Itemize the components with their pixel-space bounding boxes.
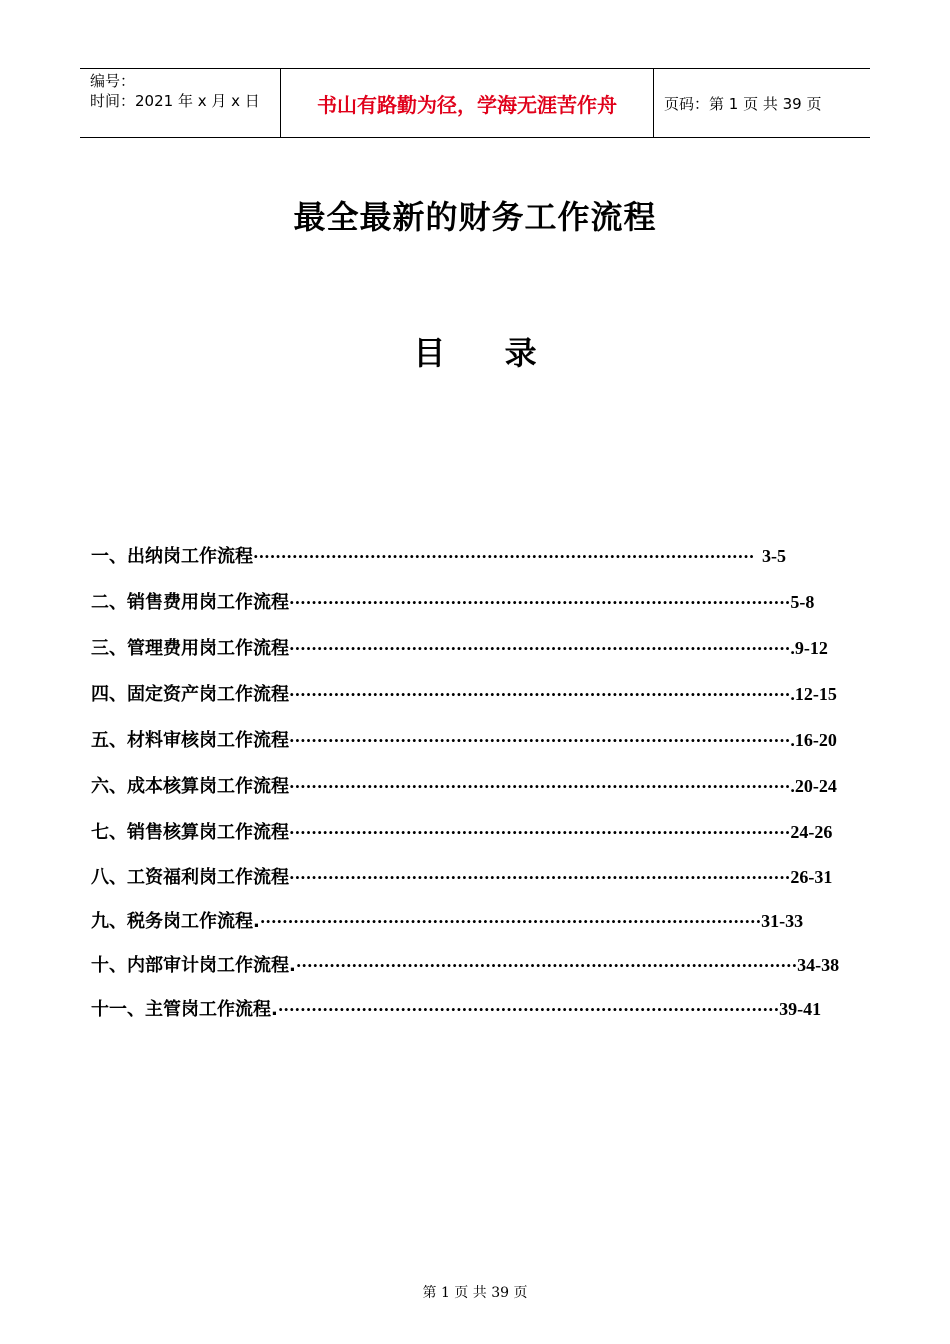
toc-leader-dots: ·························································································· xyxy=(289,731,791,750)
toc-item[interactable] xyxy=(91,680,837,726)
toc-item-page: 26-31 xyxy=(790,867,833,887)
header-time-label: 时间：2021 年 x 月 x 日 xyxy=(90,92,260,110)
toc-item-label: 四、固定资产岗工作流程 xyxy=(91,684,289,705)
header-meta xyxy=(80,69,281,137)
toc-item-label: 九、税务岗工作流程. xyxy=(91,911,260,932)
toc-item[interactable] xyxy=(91,951,840,995)
toc-item-label: 三、管理费用岗工作流程 xyxy=(91,638,289,659)
document-header xyxy=(80,68,870,138)
toc-item[interactable] xyxy=(91,995,822,1039)
header-motto: 书山有路勤为径，学海无涯苦作舟 xyxy=(281,69,654,137)
toc-leader-dots: ·························································································· xyxy=(289,593,791,612)
header-number-label: 编号： xyxy=(90,72,136,90)
toc-item[interactable] xyxy=(91,907,811,951)
toc-item[interactable] xyxy=(91,818,833,863)
toc-item-page: .12-15 xyxy=(790,684,837,704)
toc-leader-dots: ·························································································· xyxy=(289,639,791,658)
document-title: 最全最新的财务工作流程 xyxy=(293,198,657,236)
toc-leader-dots: ·························································································· xyxy=(277,1000,780,1019)
toc-leader-dots: ·························································································· xyxy=(253,547,755,566)
toc-item-page: 24-26 xyxy=(790,822,833,842)
toc-item[interactable] xyxy=(91,863,833,907)
toc-item-page: 31-33 xyxy=(761,911,804,931)
toc-item[interactable] xyxy=(91,772,837,818)
toc-item[interactable] xyxy=(91,542,811,588)
toc-item-label: 一、出纳岗工作流程 xyxy=(91,546,253,567)
toc-leader-dots: ·························································································· xyxy=(289,777,791,796)
toc-leader-dots: ·························································································· xyxy=(289,685,791,704)
toc-item-label: 八、工资福利岗工作流程 xyxy=(91,867,289,888)
toc-leader-dots: ·························································································· xyxy=(289,823,791,842)
toc-item-page: .9-12 xyxy=(790,638,828,658)
toc-item-page: 34-38 xyxy=(797,955,840,975)
header-page-info: 页码：第 1 页 共 39 页 xyxy=(664,94,822,113)
toc-item-label: 十、内部审计岗工作流程. xyxy=(91,955,296,976)
toc-item-page: .16-20 xyxy=(790,730,837,750)
toc-leader-dots: ·························································································· xyxy=(259,912,762,931)
toc-item-label: 六、成本核算岗工作流程 xyxy=(91,776,289,797)
toc-heading: 目 录 xyxy=(413,334,537,372)
toc-item[interactable] xyxy=(91,634,828,680)
toc-item-label: 五、材料审核岗工作流程 xyxy=(91,730,289,751)
toc-leader-dots: ·························································································· xyxy=(295,956,798,975)
toc-item-label: 二、销售费用岗工作流程 xyxy=(91,592,289,613)
table-of-contents xyxy=(91,542,840,1039)
page-footer: 第 1 页 共 39 页 xyxy=(422,1285,528,1301)
toc-item-page: 3-5 xyxy=(762,546,786,566)
toc-leader-dots: ·························································································· xyxy=(289,868,791,887)
toc-item-page: .20-24 xyxy=(790,776,837,796)
toc-item[interactable] xyxy=(91,726,837,772)
toc-item-page: 5-8 xyxy=(790,592,815,612)
toc-item[interactable] xyxy=(91,588,815,634)
toc-item-page: 39-41 xyxy=(779,999,822,1019)
toc-item-label: 七、销售核算岗工作流程 xyxy=(91,822,289,843)
toc-item-label: 十一、主管岗工作流程. xyxy=(91,999,278,1020)
